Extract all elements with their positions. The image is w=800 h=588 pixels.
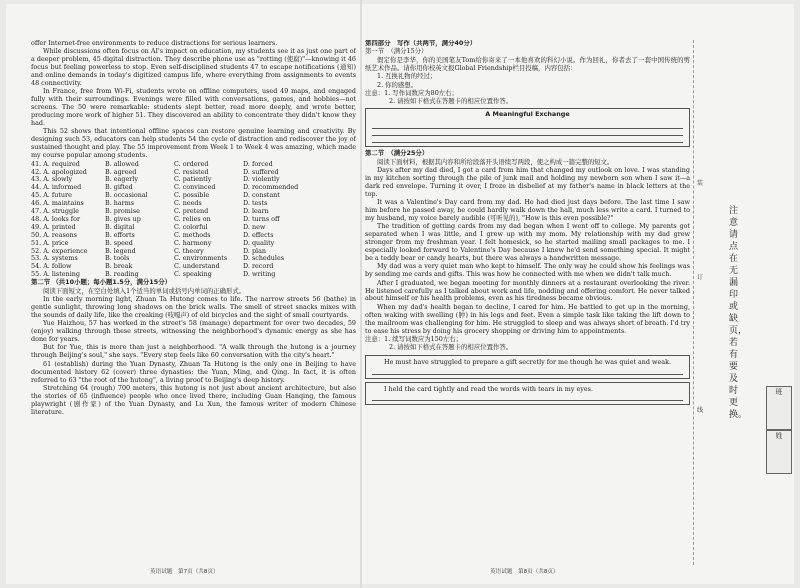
margin-notice: 注意请点在无漏印或缺页，若有要及时更换。	[729, 206, 748, 420]
answer-line	[372, 368, 683, 375]
passage-para-3: 61 (establish) during the Yuan Dynasty, Zhuan Ta Hutong is the only one in Beijing to have documented history 62 (cover) three dynasties: the Yuan, Ming, and Qing. In fact, it is often referred to 63 "the root of the hutong", a living proof to Beijing's deep history.	[31, 359, 356, 384]
s2-note-1: 注意：1. 续写词数应为150左右；	[365, 335, 463, 343]
option-cell: B. reading	[105, 270, 139, 279]
option-cell: 49. A. printed	[31, 222, 76, 231]
margin-mark-xian: 线	[697, 407, 704, 414]
option-cell: B. promise	[105, 207, 140, 216]
s1-note-1: 注意：1. 写作词数应为80左右；	[365, 88, 458, 97]
intro-para-2: In France, free from Wi-Fi, students wrote on offline computers, used 49 maps, and engaged fully with their surroundings. Evenings were filled with conversations, games, and hobbies—not screens. The 50 were remarkable: students slept better, read more deeply, and wrote better, producing more work of higher 51. They discovered an ability to concentrate they didn't know they had.	[31, 87, 356, 128]
option-cell: C. colorful	[174, 222, 208, 231]
option-cell: 43. A. slowly	[31, 175, 73, 184]
option-cell: 48. A. looks for	[31, 214, 81, 223]
name-field-label: 姓	[775, 432, 783, 440]
option-cell: D. tests	[243, 199, 268, 208]
option-cell: D. forced	[243, 159, 273, 168]
option-cell: 41. A. required	[31, 159, 80, 168]
option-cell: D. violently	[243, 175, 280, 184]
margin-mark-zhuang: 装	[697, 180, 704, 187]
answer-box-1	[365, 108, 690, 147]
story-para-2: The tradition of getting cards from my dad began when I went off to college. My parents got separated when I was little, and I grew up with my mom. My relationship with my dad grew stronger from my freshman year. I felt homesick, so he started mailing small packages to me. I especially looked forward to Valentine's Day because I knew he'd send something special. It might be a teddy bear or candy hearts, but there was always a handwritten message.	[365, 222, 690, 262]
option-cell: C. patiently	[174, 175, 212, 184]
binding-line	[693, 40, 694, 565]
answer-line	[372, 129, 683, 136]
option-cell: 45. A. future	[31, 191, 72, 200]
story-para-1: It was a Valentine's Day card from my dad. He had died just days before. The last time I saw him before he passed away, he could hardly walk down the hall, much less write a card. I turned to my husband, my voice barely audible (可听见的), "How is this even possible?"	[365, 198, 690, 222]
story-para-5: When my dad's health began to decline, I cared for him. He battled to get up in the morning, often waking with swelling (肿) in his legs and feet. Even a simple task like taking the lift down to the mailroom was challenging for him. He struggled to sleep and was always short of breath. I'd try to ease his stress by doing his grocery shopping or driving him to appointments.	[365, 302, 690, 335]
option-cell: B. efforts	[105, 230, 135, 239]
box-title: A Meaningful Exchange	[485, 110, 570, 119]
intro-para-0: offer Internet-free environments to reduce distractions for serious learners.	[31, 40, 278, 47]
option-cell: C. ordered	[174, 159, 209, 168]
answer-line	[372, 394, 683, 401]
option-cell: D. recommended	[243, 183, 299, 192]
continuation-box-2	[365, 382, 690, 405]
story-para-0: Days after my dad died, I got a card from him that changed my outlook on love. I was standing in my kitchen sorting through the pile of junk mail and holding my newborn son when I saw it—a dark red envelope. Turning it over, I froze in disbelief at my father's name in black letters at the top.	[365, 165, 690, 198]
option-cell: C. needs	[174, 199, 202, 208]
option-cell: B. agreed	[105, 167, 137, 176]
option-cell: C. harmony	[174, 238, 212, 247]
passage-para-0: In the early morning light, Zhuan Ta Hutong comes to life. The narrow streets 56 (bathe) in gentle sunlight, throwing long shadows on the brick walls. The smell of street snacks mixes with the sounds of daily life, like the creaking (吱嘎声) of old bicycles and the sight of small courtyards.	[31, 295, 356, 319]
story-para-3: My dad was a very quiet man who kept to himself. The only way he could show his feelings was by sending me cards and gifts. This was how he connected with me when we didn't talk much.	[365, 262, 690, 279]
option-cell: B. harms	[105, 199, 135, 208]
option-cell: B. tools	[105, 254, 130, 263]
class-field-label: 班	[775, 388, 783, 396]
option-cell: B. speed	[105, 238, 133, 247]
option-cell: 54. A. follow	[31, 262, 72, 271]
continuation-opener-1: He must have struggled to prepare a gift secretly for me though he was quiet and weak.	[384, 358, 671, 367]
s2-note-2: 2. 请按如下格式在答题卡的相应位置作答。	[389, 343, 513, 352]
s1-title: 第一节 （满分15分）	[365, 47, 428, 56]
continuation-opener-2: I held the card tightly and read the words with tears in my eyes.	[384, 384, 593, 393]
option-cell: 47. A. struggle	[31, 207, 79, 216]
option-cell: B. break	[105, 262, 133, 271]
option-cell: D. new	[243, 222, 266, 231]
option-cell: D. turns off	[243, 214, 280, 223]
option-cell: B. occasional	[105, 191, 148, 200]
name-field	[766, 430, 792, 474]
passage-para-2: But for Yue, this is more than just a neighborhood. "A walk through the hutong is a journey through Beijing's soul," she says. "Every step feels like 60 conversation with the city's heart."	[31, 343, 356, 360]
option-cell: D. writing	[243, 270, 276, 279]
option-cell: C. possible	[174, 191, 210, 200]
option-cell: 50. A. reasons	[31, 230, 78, 239]
right-page	[365, 40, 690, 405]
option-cell: 51. A. price	[31, 238, 69, 247]
option-cell: B. digital	[105, 222, 135, 231]
option-cell: 53. A. systems	[31, 254, 78, 263]
option-cell: 42. A. apologized	[31, 167, 87, 176]
option-cell: 44. A. informed	[31, 183, 82, 192]
s1-note-2: 2. 请按如下格式在答题卡的相应位置作答。	[389, 97, 513, 106]
option-cell: D. learn	[243, 207, 269, 216]
s1-point-2: 2. 你的感想。	[377, 80, 418, 89]
option-cell: D. schedules	[243, 254, 285, 263]
option-cell: C. pretend	[174, 207, 209, 216]
option-cell: D. suffered	[243, 167, 279, 176]
s1-task: 假定你是李华，你的美国笔友Tom给你寄来了一本他喜欢的科幻小说。作为回礼，你者去了一套中国传统的剪纸艺术作品。请你用你校英文报Global Friendship栏目投稿，内容包括：	[365, 55, 690, 72]
option-cell: 46. A. maintains	[31, 199, 84, 208]
option-cell: D. plan	[243, 246, 267, 255]
footer-left: 英语试题 第7页（共8页）	[150, 569, 219, 575]
s2-instructions: 阅读下面材料，根据其内容和所给段落开头语续写两段，使之构成一篇完整的短文。	[377, 157, 614, 166]
answer-line	[372, 136, 683, 143]
page-fold	[360, 0, 362, 588]
footer-right: 英语试题 第8页（共8页）	[490, 569, 559, 575]
option-cell: C. convinced	[174, 183, 216, 192]
intro-para-3: This 52 shows that intentional offline spaces can restore genuine learning and creativity. By designing such 53, educators can help students 54 the cycle of distraction and rediscover the joy of sustained thought and play. The 55 improvement from Week 1 to Week 4 was amazing, which made my course popular among students.	[31, 127, 356, 160]
section2-instructions: 阅读下面短文，在空白处填入1个适当的单词或括号内单词的正确形式。	[43, 286, 246, 295]
intro-para-1: While discussions often focus on AI's impact on education, my students see it as just one part of a deeper problem, 45 digital distraction. They describe phone use as "rotting (使腐)"—knowing it 46 focus but feeling powerless to stop. Even self-disciplined students 47 to escape notifications (通知) and online demands in today's digitized campus life, where everything from assignments to events 48 connectivity.	[31, 47, 356, 88]
option-cell: D. record	[243, 262, 274, 271]
option-cell: 52. A. experience	[31, 246, 88, 255]
part4-title: 第四部分 写作（共两节，满分40分）	[365, 40, 477, 47]
passage-para-1: Yue Haizhou, 57 has worked in the street's 58 (manage) department for over two decades, 59 (enjoy) walking through these streets, witnessing the neighborhood's dynamic energy as she has done for years.	[31, 319, 356, 344]
option-cell: C. understand	[174, 262, 220, 271]
option-cell: C. methods	[174, 230, 211, 239]
option-cell: D. constant	[243, 191, 280, 200]
option-cell: C. theory	[174, 246, 204, 255]
option-cell: B. eagerly	[105, 175, 138, 184]
class-field	[766, 386, 792, 430]
option-cell: D. quality	[243, 238, 275, 247]
option-cell: C. speaking	[174, 270, 212, 279]
s2-title: 第二节 （满分25分）	[365, 149, 429, 158]
section2-title: 第二节 （共10小题；每小题1.5分，满分15分）	[31, 278, 171, 287]
margin-mark-ding: 订	[697, 274, 704, 281]
option-cell: 55. A. listening	[31, 270, 80, 279]
left-page	[31, 40, 356, 417]
cloze-options	[31, 161, 356, 280]
option-cell: C. environments	[174, 254, 228, 263]
story-para-4: After I graduated, we began meeting for monthly dinners at a restaurant overlooking the river. He listened carefully as I talked about work and life, nodding and offering comfort. He never talked about himself or his health problems, even as his tiredness became obvious.	[365, 278, 690, 303]
option-cell: B. gives up	[105, 214, 141, 223]
option-cell: C. resisted	[174, 167, 209, 176]
s1-point-1: 1. 互换礼物的经过；	[377, 72, 437, 81]
continuation-box-1	[365, 355, 690, 378]
option-cell: B. allowed	[105, 159, 139, 168]
passage-para-4: Stretching 64 (rough) 700 meters, this hutong is not just about ancient architecture, but also the stories of 65 (influence) people who once lived there, including Guan Hanqing, the famous playwright (剧作家) of the Yuan Dynasty, and Lu Xun, the famous writer of modern Chinese literature.	[31, 383, 356, 416]
option-cell: D. effects	[243, 230, 274, 239]
option-cell: B. gifted	[105, 183, 133, 192]
answer-line	[372, 122, 683, 129]
option-cell: B. legend	[105, 246, 136, 255]
option-cell: C. relies on	[174, 214, 211, 223]
